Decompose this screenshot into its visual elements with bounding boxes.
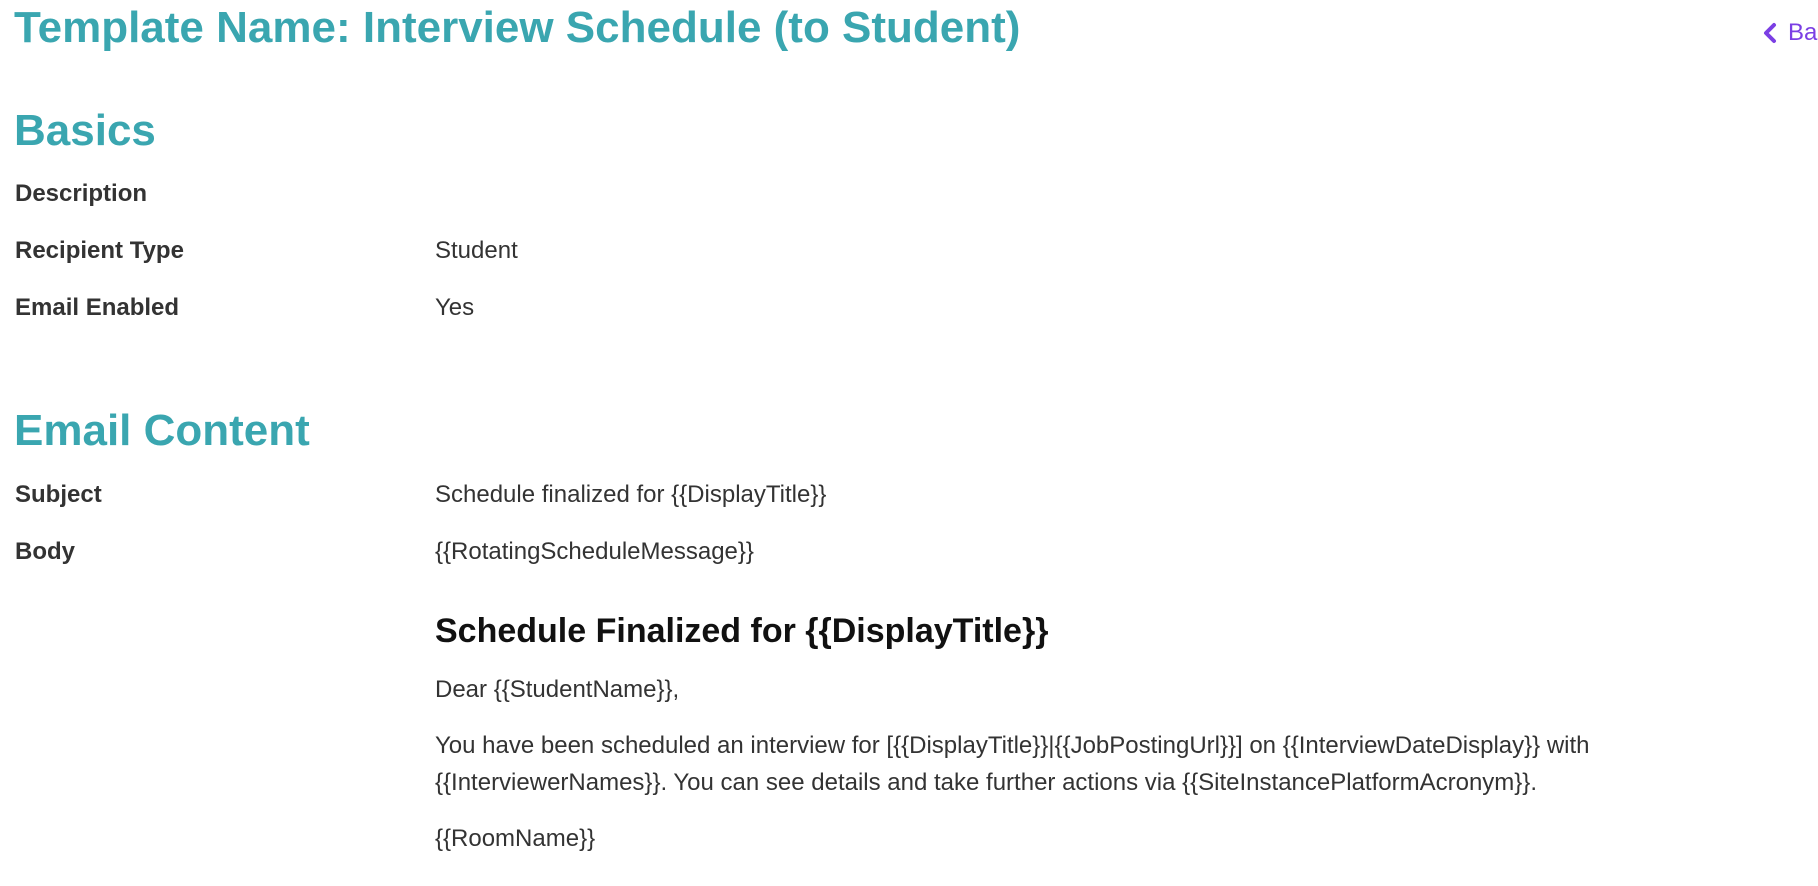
body-paragraph: You have been scheduled an interview for [{{DisplayTitle}}|{{JobPostingUrl}}] on {{InterviewDateDisplay}} with {{InterviewerNames}}. You can see details and take further actions via {{SiteInstancePlatformAcronym}}. [435, 732, 1590, 796]
body-first-line: {{RotatingScheduleMessage}} [435, 538, 754, 565]
back-link[interactable] [1762, 18, 1817, 48]
recipient-type-label: Recipient Type [15, 237, 184, 264]
body-room-name: {{RoomName}} [435, 825, 596, 852]
description-label: Description [15, 180, 148, 207]
subject-label: Subject [15, 481, 102, 508]
body-heading: Schedule Finalized for {{DisplayTitle}} [435, 612, 1049, 650]
back-link-label: Ba [1788, 19, 1818, 46]
section-title-email-content: Email Content [14, 406, 310, 455]
subject-value: Schedule finalized for {{DisplayTitle}} [435, 481, 827, 508]
section-title-basics: Basics [14, 106, 156, 155]
body-label: Body [15, 538, 75, 565]
email-enabled-label: Email Enabled [15, 294, 180, 321]
recipient-type-value: Student [435, 237, 518, 264]
body-greeting: Dear {{StudentName}}, [435, 676, 680, 703]
page-title: Template Name: Interview Schedule (to Student) [14, 3, 1021, 52]
email-enabled-value: Yes [435, 294, 475, 321]
chevron-left-icon [1762, 21, 1778, 45]
